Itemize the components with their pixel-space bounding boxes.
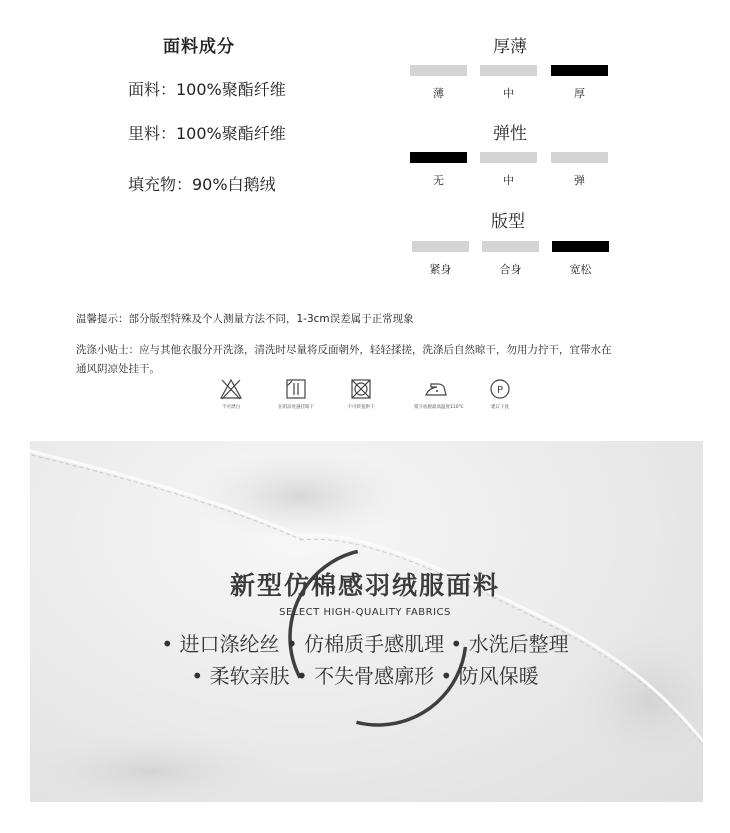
fabric-texture (30, 441, 703, 802)
thickness-label-thick: 厚 (574, 87, 585, 100)
care-line-dry (274, 378, 318, 410)
thickness-label-medium: 中 (503, 87, 514, 100)
fabric-photo (30, 441, 703, 802)
lining-spec: 里料：100%聚酯纤维 (128, 124, 286, 143)
elasticity-label-medium: 中 (503, 174, 514, 187)
no-bleach-icon (219, 378, 243, 400)
fit-title: 版型 (491, 212, 525, 232)
fit-bar-loose (552, 241, 609, 252)
care-dry-clean (478, 378, 522, 410)
care-no-bleach (209, 378, 253, 410)
svg-text:P: P (496, 385, 504, 396)
fit-label-loose: 宽松 (569, 263, 592, 276)
elasticity-title: 弹性 (493, 124, 527, 144)
line-dry-icon (284, 378, 308, 400)
fabric-spec: 面料：100%聚酯纤维 (128, 80, 286, 99)
elasticity-bar-medium (480, 152, 537, 163)
fabric-features-line2: • 柔软亲肤 • 不失骨感廓形 • 防风保暖 (191, 664, 539, 688)
fabric-title: 新型仿棉感羽绒服面料 (229, 571, 500, 600)
fit-bar-slim (412, 241, 469, 252)
thickness-bar-medium (480, 65, 537, 76)
care-caption: 不可漂白 (222, 405, 240, 410)
care-caption: 熨斗底板最高温度110℃ (414, 405, 464, 410)
fit-label-regular: 合身 (499, 263, 522, 276)
elasticity-label-stretch: 弹 (574, 174, 585, 187)
thickness-title: 厚薄 (493, 37, 527, 57)
care-caption: 不可转笼烘干 (347, 405, 375, 410)
fabric-features-line1: • 进口涤纶丝 • 仿棉质手感肌理 • 水洗后整理 (161, 632, 569, 656)
no-tumble-dry-icon (349, 378, 373, 400)
iron-icon (423, 378, 449, 400)
care-caption: 建议干洗 (491, 405, 509, 410)
care-caption: 在阴凉处悬挂晾干 (278, 405, 314, 410)
thickness-bar-thick (551, 65, 608, 76)
fit-bar-regular (482, 241, 539, 252)
dry-clean-icon (488, 378, 512, 400)
wash-tip-line1: 洗涤小贴士：应与其他衣服分开洗涤，清洗时尽量将反面朝外，轻轻揉搓，洗涤后自然晾干，勿用力拧干，宜带水在 (76, 344, 612, 356)
elasticity-bar-none (410, 152, 467, 163)
filling-spec: 填充物：90%白鹅绒 (128, 175, 276, 194)
thickness-bar-thin (410, 65, 467, 76)
care-no-tumble (339, 378, 383, 410)
fabric-subtitle: SELECT HIGH-QUALITY FABRICS (279, 607, 451, 618)
composition-title: 面料成分 (163, 37, 235, 57)
fit-label-slim: 紧身 (429, 263, 452, 276)
care-iron (414, 378, 464, 410)
thickness-label-thin: 薄 (433, 87, 444, 100)
wash-tip-line2: 通风阴凉处挂干。 (76, 363, 160, 375)
elasticity-bar-stretch (551, 152, 608, 163)
elasticity-label-none: 无 (433, 174, 444, 187)
size-tip: 温馨提示：部分版型特殊及个人测量方法不同，1-3cm误差属于正常现象 (76, 313, 414, 325)
